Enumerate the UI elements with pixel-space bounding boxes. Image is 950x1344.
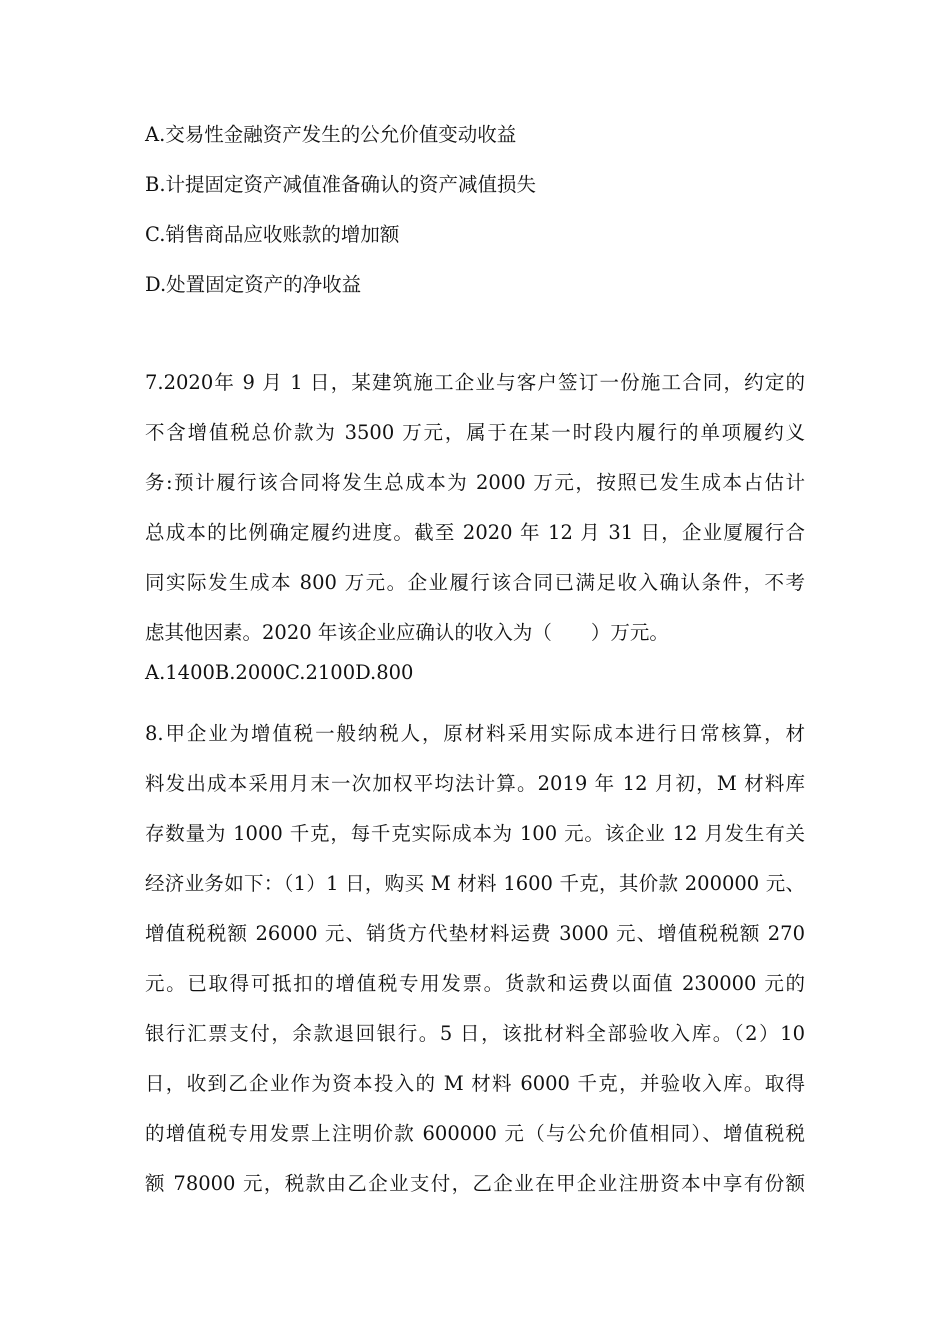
q8-text-line: 经济业务如下：（1）1 日，购买 M 材料 1600 千克，其价款 200000 元、 (145, 872, 805, 895)
q6-option-c: C.销售商品应收账款的增加额 (145, 223, 400, 246)
q7-text-line: 务:预计履行该合同将发生总成本为 2000 万元，按照已发生成本占估计 (145, 471, 805, 494)
q7-text-line: 不含增值税总价款为 3500 万元，属于在某一时段内履行的单项履约义 (145, 421, 805, 444)
q8-text-line: 料发出成本采用月末一次加权平均法计算。2019 年 12 月初，M 材料库 (145, 772, 805, 795)
q8-text-line: 元。已取得可抵扣的增值税专用发票。货款和运费以面值 230000 元的 (145, 972, 805, 995)
q8-text-line: 额 78000 元，税款由乙企业支付，乙企业在甲企业注册资本中享有份额 (145, 1172, 805, 1195)
q7-text-line: 总成本的比例确定履约进度。截至 2020 年 12 月 31 日，企业厦履行合 (145, 521, 805, 544)
q8-text-line: 8.甲企业为增值税一般纳税人，原材料采用实际成本进行日常核算，材 (145, 722, 805, 745)
q8-text-line: 存数量为 1000 千克，每千克实际成本为 100 元。该企业 12 月发生有关 (145, 822, 805, 845)
q8-text-line: 银行汇票支付，余款退回银行。5 日，该批材料全部验收入库。（2）10 (145, 1022, 805, 1045)
q6-option-b: B.计提固定资产减值准备确认的资产减值损失 (145, 173, 537, 196)
q7-options: A.1400B.2000C.2100D.800 (145, 661, 414, 684)
q8-text-line: 的增值税专用发票上注明价款 600000 元（与公允价值相同）、增值税税 (145, 1122, 805, 1145)
q7-text-line: 同实际发生成本 800 万元。企业履行该合同已满足收入确认条件，不考 (145, 571, 805, 594)
q8-text-line: 日，收到乙企业作为资本投入的 M 材料 6000 千克，并验收入库。取得 (145, 1072, 805, 1095)
q7-text-line: 7.2020年 9 月 1 日，某建筑施工企业与客户签订一份施工合同，约定的 (145, 371, 805, 394)
q6-option-d: D.处置固定资产的净收益 (145, 273, 362, 296)
q8-text-line: 增值税税额 26000 元、销货方代垫材料运费 3000 元、增值税税额 270 (145, 922, 805, 945)
q6-option-a: A.交易性金融资产发生的公允价值变动收益 (145, 123, 517, 146)
q7-text-line: 虑其他因素。2020 年该企业应确认的收入为（ ）万元。 (145, 621, 669, 644)
